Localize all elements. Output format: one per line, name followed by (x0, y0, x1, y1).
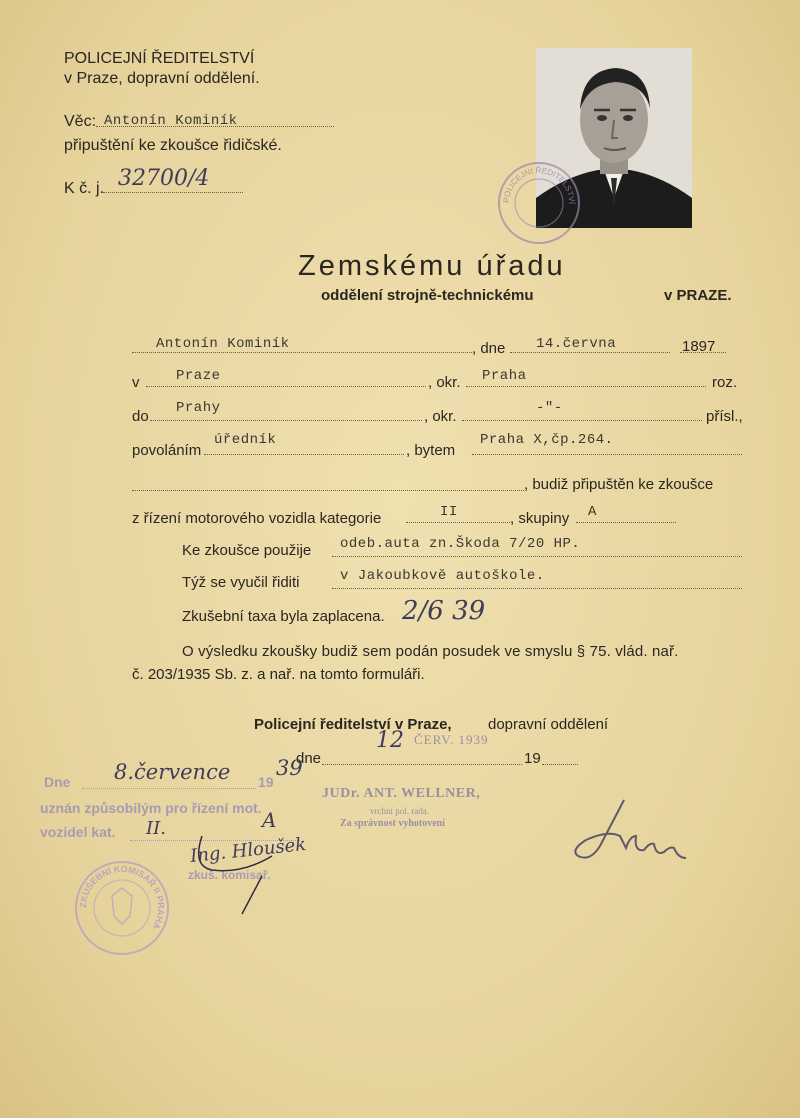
place-dotted-line (146, 386, 426, 387)
exam-year-prefix: 19 (258, 774, 274, 790)
official-authority-stamp: Za správnost vyhotovení (340, 818, 446, 829)
domicile-label: do (132, 408, 149, 425)
place-of-birth-label: v (132, 374, 140, 391)
vehicle-dotted-line (332, 556, 742, 557)
fee-paid-date: 2/6 39 (402, 596, 486, 626)
fee-label: Zkušební taxa byla zaplacena. (182, 608, 385, 625)
belonging-label: přísl., (706, 408, 743, 425)
driving-school: v Jakoubkově autoškole. (340, 568, 545, 584)
district-dotted-line (466, 386, 706, 387)
signoff-dne-label: dne (296, 750, 322, 767)
official-name-stamp: JUDr. ANT. WELLNER, (322, 786, 481, 801)
category-value: II (440, 504, 458, 520)
addressee-department: oddělení strojně-technickému (321, 287, 534, 304)
office-name: Policejní ředitelství v Praze, (254, 716, 452, 733)
subject-name: Antonín Kominík (104, 113, 238, 129)
domicile-dotted-line (150, 420, 422, 421)
issuer-line-1: POLICEJNÍ ŘEDITELSTVÍ (64, 50, 255, 67)
occupation-value: úředník (214, 432, 277, 448)
signature-flourish (182, 826, 292, 916)
examiner-round-stamp (72, 858, 172, 958)
examiner-role: zkuš. komisař. (188, 868, 271, 882)
place-of-birth: Praze (176, 368, 221, 384)
district-of-birth: Praha (482, 368, 527, 384)
exam-dne-label: Dne (44, 774, 71, 790)
district-label: , okr. (428, 374, 461, 391)
vehicle-label: Ke zkoušce použije (182, 542, 312, 559)
district2-label: , okr. (424, 408, 457, 425)
residence-dotted-line (472, 454, 742, 455)
applicant-name: Antonín Kominík (156, 336, 290, 352)
group-label: , skupiny (510, 510, 570, 527)
district2-value: -"- (536, 400, 563, 416)
official-signature (560, 796, 700, 886)
addressee-city: v PRAZE. (664, 287, 732, 304)
birth-date: 14.června (536, 336, 617, 352)
date-stamp: ČERV. 1939 (414, 732, 489, 747)
subject-label: Věc: (64, 113, 97, 130)
residence-label: , bytem (406, 442, 456, 459)
exam-category-handwritten: II. (146, 818, 166, 839)
signoff-year-dotted-line (542, 764, 578, 765)
photo-seal-text: POLICEJNÍ ŘEDITELSTVÍ (501, 165, 577, 205)
dne-label: , dne (472, 340, 506, 357)
domicile-value: Prahy (176, 400, 221, 416)
occupation-label: povoláním (132, 442, 202, 459)
school-dotted-line (332, 588, 742, 589)
exam-result-text: uznán způsobilým pro řízení mot. (40, 800, 262, 816)
exam-category-label: vozidel kat. (40, 824, 116, 840)
admit-text: , budiž připuštěn ke zkoušce (524, 476, 714, 493)
reference-number-handwritten: 32700/4 (118, 166, 210, 191)
exam-date-dotted-line (82, 788, 256, 789)
born-label: roz. (712, 374, 738, 391)
result-line-2: č. 203/1935 Sb. z. a nař. na tomto formuláři. (132, 666, 425, 683)
reference-dotted-line (103, 192, 243, 193)
subject-description: připuštění ke zkoušce řidičské. (64, 137, 282, 154)
category-dotted-line (406, 522, 510, 523)
round-stamp-text: ZKUŠEBNÍ KOMISAŘ II PRAHA (77, 863, 167, 931)
exam-group-handwritten: A (262, 808, 277, 832)
blank-dotted-line (132, 490, 524, 491)
group-value: A (588, 504, 597, 520)
category-label: z řízení motorového vozidla kategorie (132, 510, 382, 527)
police-seal-stamp (496, 160, 582, 246)
school-label: Týž se vyučil řiditi (182, 574, 300, 591)
residence-value: Praha X,čp.264. (480, 432, 614, 448)
result-line-1: O výsledku zkoušky budiž sem podán posudek ve smyslu § 75. vlád. nař. (182, 643, 679, 660)
birth-year: 1897 (682, 338, 716, 355)
official-rank-stamp: vrchní pol. rada. (370, 806, 429, 816)
examiner-signature: Ing. Hloušek (189, 833, 308, 868)
birthdate-dotted-line (510, 352, 670, 353)
exam-date-handwritten: 8.července (114, 760, 231, 784)
signoff-year-label: 19 (524, 750, 541, 767)
office-department: dopravní oddělení (488, 716, 609, 733)
issuer-line-2: v Praze, dopravní oddělení. (64, 70, 260, 87)
addressee-title: Zemskému úřadu (298, 250, 566, 282)
signoff-day-handwritten: 12 (376, 728, 404, 753)
group-dotted-line (576, 522, 676, 523)
signoff-date-dotted-line (322, 764, 522, 765)
reference-label: K č. j. (64, 180, 105, 197)
district2-dotted-line (462, 420, 702, 421)
occupation-dotted-line (204, 454, 404, 455)
vehicle-value: odeb.auta zn.Škoda 7/20 HP. (340, 536, 581, 552)
exam-year-handwritten: 39 (276, 756, 303, 780)
name-dotted-line (132, 352, 472, 353)
